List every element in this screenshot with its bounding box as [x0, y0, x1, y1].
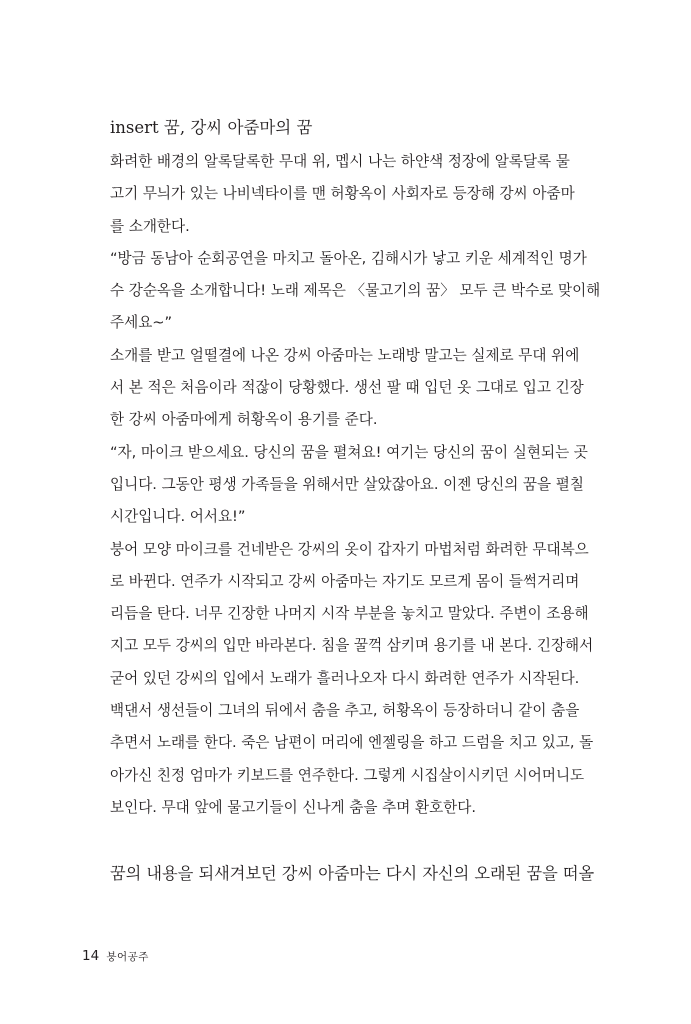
body-line: 주세요~” — [110, 314, 173, 332]
body-line: 추면서 노래를 한다. 죽은 남편이 머리에 엔젤링을 하고 드럼을 치고 있고, 돌 — [110, 734, 594, 752]
body-line: 입니다. 그동안 평생 가족들을 위해서만 살았잖아요. 이젠 당신의 꿈을 펼칠 — [110, 475, 584, 493]
book-title: 붕어공주 — [106, 951, 149, 963]
body-line: 고기 무늬가 있는 나비넥타이를 맨 허황옥이 사회자로 등장해 강씨 아줌마 — [110, 185, 575, 203]
body-line: “자, 마이크 받으세요. 당신의 꿈을 펼쳐요! 여기는 당신의 꿈이 실현되는 곳 — [110, 443, 588, 461]
body-line: 굳어 있던 강씨의 입에서 노래가 흘러나오자 다시 화려한 연주가 시작된다. — [110, 669, 580, 687]
body-line: 시간입니다. 어서요!” — [110, 508, 246, 526]
body-line: 지고 모두 강씨의 입만 바라본다. 침을 꿀꺽 삼키며 용기를 내 본다. 긴장해서 — [110, 637, 594, 655]
body-line: 수 강순옥을 소개합니다! 노래 제목은 〈물고기의 꿈〉 모두 큰 박수로 맞이해 — [110, 282, 601, 300]
body-text — [110, 146, 601, 824]
body-line: 아가신 친정 엄마가 키보드를 연주한다. 그렇게 시집살이시키던 시어머니도 — [110, 766, 585, 784]
body-line: 한 강씨 아줌마에게 허황옥이 용기를 준다. — [110, 411, 378, 429]
body-line: 리듬을 탄다. 너무 긴장한 나머지 시작 부분을 놓치고 말았다. 주변이 조용해 — [110, 605, 589, 623]
page-footer — [82, 946, 149, 967]
body-line: “방금 동남아 순회공연을 마치고 돌아온, 김해시가 낳고 키운 세계적인 명가 — [110, 249, 587, 267]
body-line: 보인다. 무대 앞에 물고기들이 신나게 춤을 추며 환호한다. — [110, 798, 476, 816]
closing-paragraph: 꿈의 내용을 되새겨보던 강씨 아줌마는 다시 자신의 오래된 꿈을 떠올 — [110, 864, 595, 883]
body-line: 붕어 모양 마이크를 건네받은 강씨의 옷이 갑자기 마법처럼 화려한 무대복으 — [110, 540, 589, 558]
body-line: 소개를 받고 얼떨결에 나온 강씨 아줌마는 노래방 말고는 실제로 무대 위에 — [110, 346, 580, 364]
body-line: 서 본 적은 처음이라 적잖이 당황했다. 생선 팔 때 입던 옷 그대로 입고 긴장 — [110, 379, 584, 397]
page-number: 14 — [82, 948, 100, 964]
body-line: 를 소개한다. — [110, 217, 190, 235]
body-line: 로 바뀐다. 연주가 시작되고 강씨 아줌마는 자기도 모르게 몸이 들썩거리며 — [110, 572, 580, 590]
body-line: 백댄서 생선들이 그녀의 뒤에서 춤을 추고, 허황옥이 등장하더니 같이 춤을 — [110, 702, 580, 720]
body-line: 화려한 배경의 알록달록한 무대 위, 멥시 나는 하얀색 정장에 알록달록 물 — [110, 153, 570, 170]
section-heading: insert 꿈, 강씨 아줌마의 꿈 — [110, 118, 313, 137]
